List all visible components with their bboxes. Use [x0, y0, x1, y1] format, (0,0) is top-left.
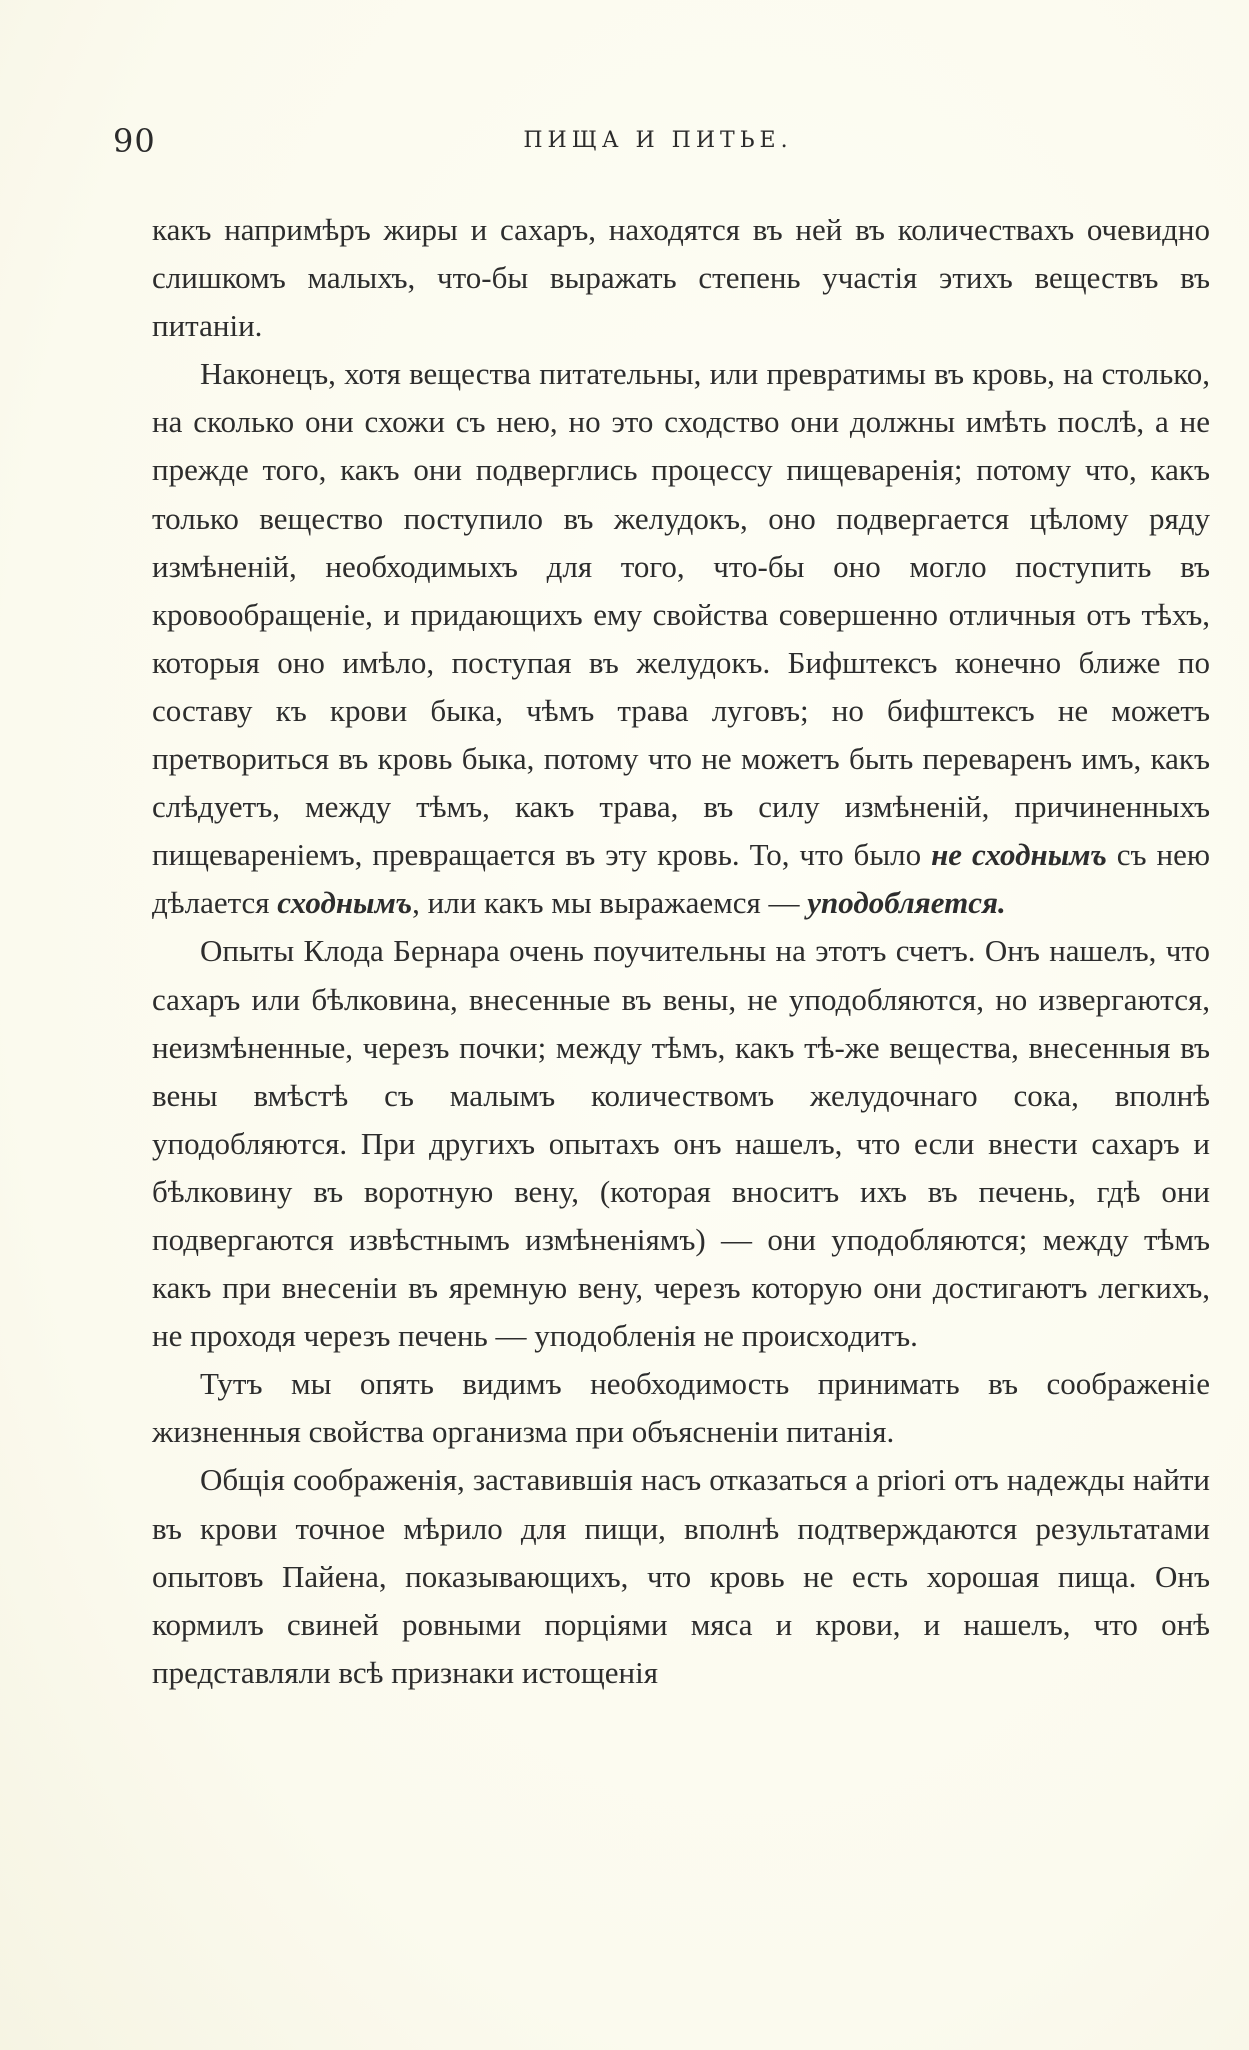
paragraph-4: Тутъ мы опять видимъ необходимость принимать въ соображеніе жизненныя свойства организма при объясненіи питанія. [152, 1366, 1210, 1450]
paragraph-2-text-1: Наконецъ, хотя вещества питательны, или превратимы въ кровь, на столько, на сколько они схожи съ нею, но это сходство они должны имѣть послѣ, а не прежде того, какъ они подверглись процессу пищеваренія; потому что, какъ только вещество поступило въ желудокъ, оно подвергается цѣлому ряду измѣненій, необходимыхъ для того, что-бы оно могло поступить въ кровообращеніе, и придающихъ ему свойства совершенно отличныя отъ тѣхъ, которыя оно имѣло, поступая въ желудокъ. Бифштексъ конечно ближе по составу къ крови быка, чѣмъ трава луговъ; но бифштексъ не можетъ претвориться въ кровь быка, потому что не можетъ быть переваренъ имъ, какъ слѣдуетъ, между тѣмъ, какъ трава, въ силу измѣненій, причиненныхъ пищевареніемъ, превращается въ эту кровь. То, что было [152, 356, 1210, 873]
emphasis-similar: сходнымъ [277, 885, 413, 921]
paragraph-2-text-3: , или какъ мы выражаемся — [412, 885, 808, 921]
paragraph-3: Опыты Клода Бернара очень поучительны на этотъ счетъ. Онъ нашелъ, что сахаръ или бѣлковина, внесенные въ вены, не уподобляются, но извергаются, неизмѣненные, черезъ почки; между тѣмъ, какъ тѣ-же вещества, внесенныя въ вены вмѣстѣ съ малымъ количествомъ желудочнаго сока, вполнѣ уподобляются. При другихъ опытахъ онъ нашелъ, что если внести сахаръ и бѣлковину въ воротную вену, (которая вноситъ ихъ въ печень, гдѣ они подвергаются извѣстнымъ измѣненіямъ) — они уподобляются; между тѣмъ какъ при внесеніи въ яремную вену, черезъ которую они достигаютъ легкихъ, не проходя черезъ печень — уподобленія не происходитъ. [152, 933, 1210, 1354]
emphasis-not-similar: не сходнымъ [931, 837, 1107, 873]
page-number: 90 [113, 122, 156, 160]
paragraph-2-text-2: съ нею дѣлается [152, 837, 1210, 921]
paragraph-1: какъ напримѣръ жиры и сахаръ, находятся въ ней въ количествахъ очевидно слишкомъ малыхъ, что-бы выражать степень участія этихъ веществъ въ питаніи. [152, 212, 1210, 344]
emphasis-assimilated: уподобляется. [807, 885, 1006, 921]
running-title: ПИЩА И ПИТЬЕ. [523, 128, 793, 153]
paragraph-5: Общія соображенія, заставившія насъ отказаться a priori отъ надежды найти въ крови точное мѣрило для пищи, вполнѣ подтверждаются результатами опытовъ Пайена, показывающихъ, что кровь не есть хорошая пища. Онъ кормилъ свиней ровными порціями мяса и крови, и нашелъ, что онѣ представляли всѣ признаки истощенія [152, 1462, 1210, 1690]
body-text [152, 206, 1210, 1697]
paragraph-2 [152, 350, 1210, 927]
page-header [113, 122, 1203, 162]
